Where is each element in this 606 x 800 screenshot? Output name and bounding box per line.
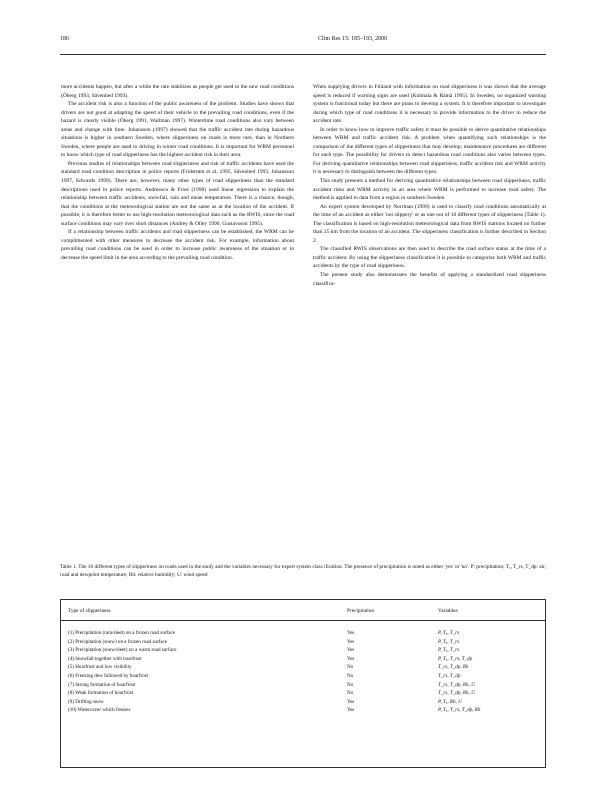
column-header-type: Type of slipperiness [68,608,111,614]
paragraph: The classified RWIS observations are then used to describe the road surface status at the time of a traffic accident. By using the slipperiness classification it is possible to categorize both WRM and traffic accidents by the type of road slipperiness. [313,246,546,270]
paragraph: more accidents happen, but after a while the rate stabilizes as people get used to the new road conditions (Öberg 1993, Sävenhed 1993). [61,84,294,99]
variables-cell: T_rs, T_dp [438,672,461,679]
table-body [61,630,545,716]
table-row [61,639,545,648]
precipitation-cell: Yes [347,698,355,705]
column-header-precipitation: Precipitation [347,608,375,614]
table-row [61,647,545,656]
table-row [61,690,545,699]
column-header-variables: Variables [438,608,458,614]
variables-cell: P, Tₐ, T_rs [438,647,460,654]
variables-cell: T_rs, T_dp, Rh, U [438,681,475,688]
paragraph: This study presents a method for deriving quantitative relationships between road slipperiness, traffic accident risks and WRM activity in an area where WRM is performed to increase road safety. The method is applied to data from a region in southern Sweden. [313,178,546,202]
variables-cell: P, Tₐ, T_rs [438,630,460,636]
journal-citation: Clim Res 15: 185–193, 2000 [318,36,388,42]
paragraph: If a relationship between traffic accidents and road slipperiness can be established, the WRM can be complimented with other measures to decrease the accident risk. For example, information about prevailing road conditions can be used in order to increase public awareness of the situation or to decrease the speed limit in the area according to the prevailing road condition. [61,229,294,261]
precipitation-cell: Yes [347,638,355,645]
precipitation-cell: No [347,681,354,688]
table-caption: Table 1. The 10 different types of slipperiness on roads used in the study and the variables necessary for expert system class ification. The presence of precipitation is noted as either 'yes' or 'no'. P: precipitation; Tₐ, T_rs, T_dp: air, road and dewpoint temperature; Rh: relative humidity; U: wind speed [60,564,546,578]
paragraph: The accident risk is also a function of the public awareness of the problem. Studies have shown that drivers are not good at adapting the speed of their vehicle to the prevailing road conditions, even if the hazard is clearly visible (Öberg 1991, Wallman 1997). Wintertime road conditions also vary between areas and change with time. Johansson (1997) showed that the traffic accident rate during hazardous situations is higher in southern Sweden, where slipperiness on roads is more rare, than in Northern Sweden, where people are used to driving in winter road conditions. It is important for WRM personnel to know which type of road slipperiness has the highest accident risk in their area. [61,101,294,159]
slipperiness-type: (6) Freezing dew followed by hoarfrost [68,672,149,679]
paragraph: Previous studies of relationships between road slipperiness and risk of traffic accidents have used the standard road condition description in police reports (Fridstrøm et al. 1995, Sävenhed 1993, Johansson 1997, Edwards 1999). There are, however, many other types of road slipperiness than the standard descriptions used in police reports. Andreescu & Frost (1998) used linear regression to explain the relationship between traffic accidents, snowfall, rain and mean temperature. There is a chance, though, that the conditions at the meteorological station are not the same as at the location of the accident. If possible, it is therefore better to use high-resolution meteorological data such as the RWIS, since the road surface conditions may vary over short distances (Andrey & Olley 1990, Gustavsson 1995). [61,160,294,227]
slipperiness-type: (7) Strong formation of hoarfrost [68,681,136,688]
page-number: 186 [60,36,69,42]
right-text-column [313,83,546,288]
precipitation-cell: No [347,690,354,697]
slipperiness-type: (8) Weak formation of hoarfrost [68,690,134,697]
variables-cell: T_rs, T_dp, Rh [438,664,469,671]
precipitation-cell: Yes [347,630,355,636]
slipperiness-type: (9) Drifting snow [68,698,104,705]
paragraph: In order to know how to improve traffic safety it must be possible to derive quantitative relationships between WRM and traffic accident risk. A problem when quantifying such relationships is the comparison of the different types of slipperiness that may develop; maintenance procedures are different for each type. The possibility for drivers to detect hazardous road conditions also varies between types. For deriving quantitative relationships between road slipperiness, traffic accident risk and WRM activity it is necessary to distinguish between the different types. [313,126,546,176]
variables-cell: P, Tₐ, T_rs, T_dp, Rh [438,707,481,714]
table-row [61,664,545,673]
table-header-row [61,600,545,621]
slipperiness-table [60,599,546,768]
slipperiness-type: (4) Snowfall together with hoarfrost [68,655,142,662]
table-row [61,630,545,639]
precipitation-cell: Yes [347,655,355,662]
left-text-column [61,83,294,262]
slipperiness-type: (3) Precipitation (snow/sleet) on a warm road surface [68,647,177,654]
table-row [61,673,545,682]
paragraph: An expert system developed by Norrman (1999) is used to classify road conditions automatically at the time of an accident as either 'not slippery' or as one out of 10 different types of slipperiness (Table 1). The classification is based on high-resolution meteorological data from RWIS stations located no further than 25 km from the location of an accident. The slipperiness classification is further described in Section 2. [313,203,546,244]
variables-cell: P, Tₐ, Rh, U [438,698,462,705]
paragraph: The present study also demonstrates the benefits of applying a standardized road slipperiness classifica- [313,272,546,287]
header-rule [60,54,546,55]
slipperiness-type: (10) Watercover which freezes [68,707,131,714]
paragraph: When supplying drivers in Finland with information on road slipperiness it was shown that the average speed is reduced if warning signs are used (Kulmala & Rämä 1995). In Sweden, no organized warning system is functional today but there are plans to develop a system. It is therefore important to investigate during which type of road conditions it is necessary to provide information to the driver to reduce the accident rate. [313,84,546,125]
running-header [60,36,546,46]
slipperiness-type: (1) Precipitation (rain/sleet) on a frozen road surface [68,630,176,636]
table-row [61,656,545,665]
precipitation-cell: Yes [347,707,355,714]
variables-cell: P, Tₐ, T_rs [438,638,460,645]
precipitation-cell: No [347,664,354,671]
precipitation-cell: Yes [347,647,355,654]
table-row [61,682,545,691]
variables-cell: P, Tₐ, T_rs, T_dp [438,655,473,662]
slipperiness-type: (5) Hoarfrost and low visibility [68,664,132,671]
table-row [61,707,545,716]
slipperiness-type: (2) Precipitation (snow) on a frozen road surface [68,638,168,645]
precipitation-cell: No [347,672,354,679]
table-row [61,699,545,708]
variables-cell: T_rs, T_dp, Rh, U [438,690,475,697]
